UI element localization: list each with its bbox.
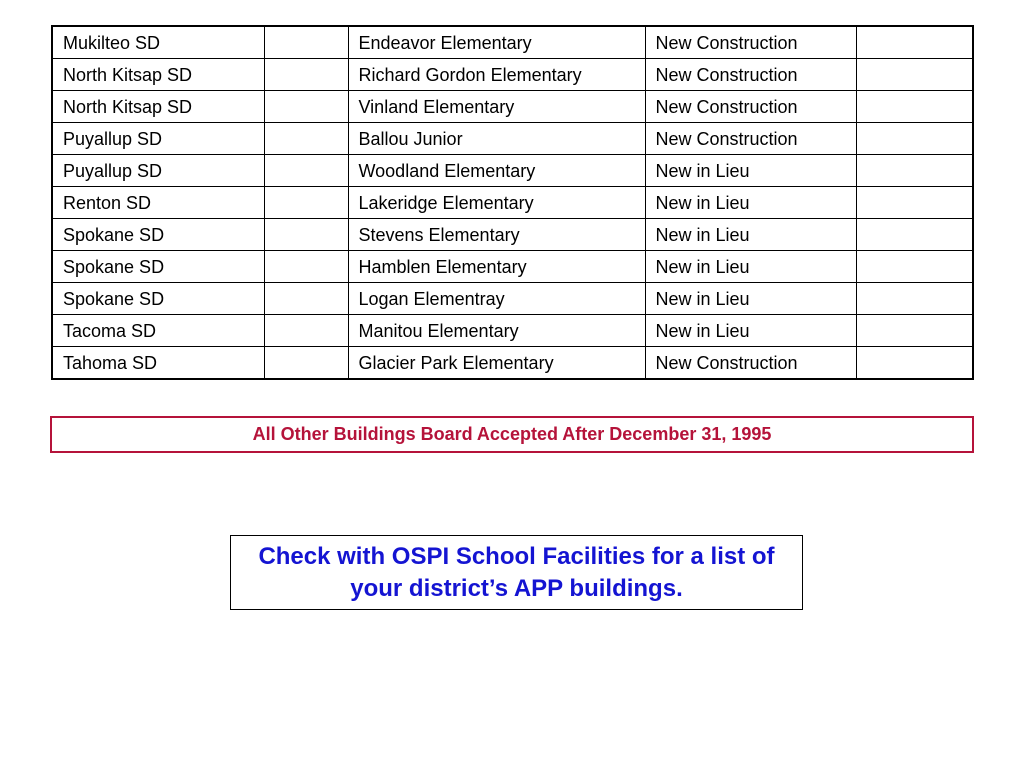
construction-type-cell: New Construction — [645, 91, 856, 123]
ospi-note-box — [230, 535, 803, 610]
construction-type-cell: New Construction — [645, 26, 856, 59]
district-cell: Renton SD — [52, 187, 264, 219]
district-cell: Spokane SD — [52, 283, 264, 315]
school-cell: Ballou Junior — [348, 123, 645, 155]
construction-type-cell: New Construction — [645, 347, 856, 380]
empty-cell — [264, 251, 348, 283]
note-text — [258, 541, 774, 605]
district-cell: Puyallup SD — [52, 123, 264, 155]
empty-cell — [856, 91, 973, 123]
school-cell: Glacier Park Elementary — [348, 347, 645, 380]
district-cell: Tahoma SD — [52, 347, 264, 380]
construction-type-cell: New in Lieu — [645, 315, 856, 347]
empty-cell — [856, 347, 973, 380]
empty-cell — [264, 315, 348, 347]
table-row — [52, 251, 973, 283]
construction-type-cell: New in Lieu — [645, 219, 856, 251]
district-cell: Spokane SD — [52, 219, 264, 251]
empty-cell — [264, 59, 348, 91]
empty-cell — [856, 26, 973, 59]
construction-type-cell: New in Lieu — [645, 187, 856, 219]
empty-cell — [856, 315, 973, 347]
empty-cell — [856, 155, 973, 187]
empty-cell — [264, 26, 348, 59]
note-line-1: Check with OSPI School Facilities for a list of — [258, 542, 775, 570]
district-cell: Mukilteo SD — [52, 26, 264, 59]
district-cell: Puyallup SD — [52, 155, 264, 187]
table-row — [52, 155, 973, 187]
empty-cell — [264, 219, 348, 251]
district-cell: Spokane SD — [52, 251, 264, 283]
empty-cell — [264, 347, 348, 380]
empty-cell — [856, 219, 973, 251]
school-cell: Hamblen Elementary — [348, 251, 645, 283]
district-cell: North Kitsap SD — [52, 91, 264, 123]
banner-text: All Other Buildings Board Accepted After December 31, 1995 — [252, 424, 772, 444]
school-cell: Stevens Elementary — [348, 219, 645, 251]
construction-type-cell: New in Lieu — [645, 283, 856, 315]
construction-type-cell: New in Lieu — [645, 155, 856, 187]
empty-cell — [264, 187, 348, 219]
table-row — [52, 283, 973, 315]
table-row — [52, 59, 973, 91]
district-cell: North Kitsap SD — [52, 59, 264, 91]
empty-cell — [264, 283, 348, 315]
construction-type-cell: New Construction — [645, 59, 856, 91]
empty-cell — [856, 283, 973, 315]
school-cell: Logan Elementray — [348, 283, 645, 315]
table-body — [52, 26, 973, 379]
construction-type-cell: New in Lieu — [645, 251, 856, 283]
buildings-table — [51, 25, 974, 380]
table-row — [52, 91, 973, 123]
empty-cell — [264, 91, 348, 123]
school-cell: Woodland Elementary — [348, 155, 645, 187]
school-cell: Vinland Elementary — [348, 91, 645, 123]
construction-type-cell: New Construction — [645, 123, 856, 155]
accepted-after-banner — [50, 416, 974, 453]
empty-cell — [856, 251, 973, 283]
table-row — [52, 26, 973, 59]
table-row — [52, 315, 973, 347]
empty-cell — [856, 59, 973, 91]
empty-cell — [264, 123, 348, 155]
table-row — [52, 219, 973, 251]
empty-cell — [264, 155, 348, 187]
school-cell: Endeavor Elementary — [348, 26, 645, 59]
school-cell: Manitou Elementary — [348, 315, 645, 347]
table-row — [52, 123, 973, 155]
table-row — [52, 347, 973, 380]
empty-cell — [856, 187, 973, 219]
note-line-2: your district’s APP buildings. — [350, 574, 683, 602]
school-cell: Richard Gordon Elementary — [348, 59, 645, 91]
empty-cell — [856, 123, 973, 155]
district-cell: Tacoma SD — [52, 315, 264, 347]
school-cell: Lakeridge Elementary — [348, 187, 645, 219]
table-row — [52, 187, 973, 219]
